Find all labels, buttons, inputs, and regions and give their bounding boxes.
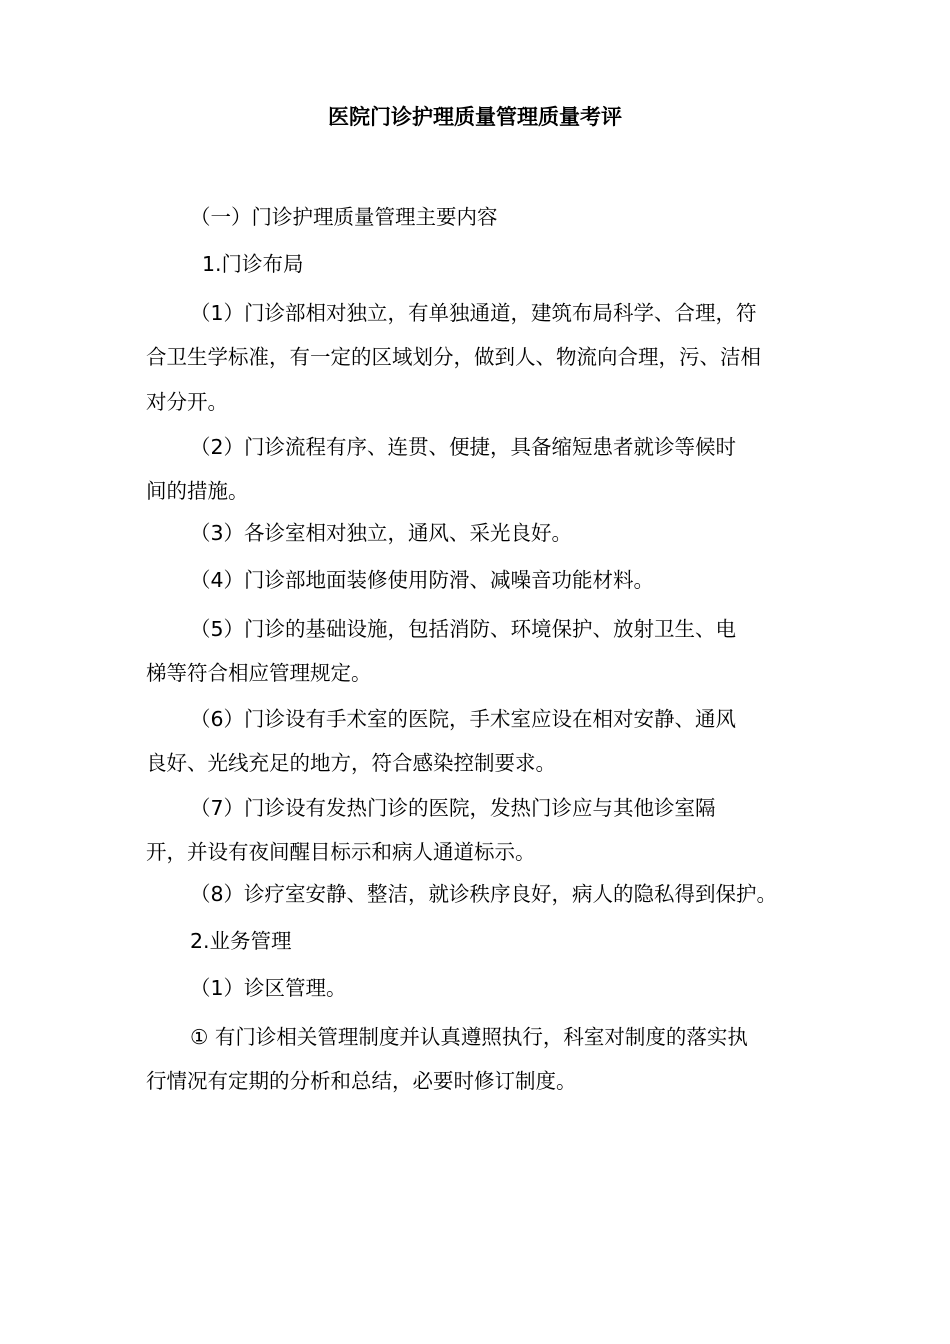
paragraph-line: 行情况有定期的分析和总结，必要时修订制度。: [146, 1069, 577, 1093]
paragraph-line: （3）各诊室相对独立，通风、采光良好。: [190, 521, 573, 545]
paragraph-line: （6）门诊设有手术室的医院，手术室应设在相对安静、通风: [190, 707, 737, 731]
paragraph-line: 间的措施。: [146, 479, 249, 503]
paragraph-line: （4）门诊部地面装修使用防滑、减噪音功能材料。: [190, 568, 655, 592]
subsection-heading: 2.业务管理: [190, 929, 292, 953]
paragraph-line: ① 有门诊相关管理制度并认真遵照执行，科室对制度的落实执: [190, 1025, 748, 1049]
paragraph-line: 合卫生学标准，有一定的区域划分，做到人、物流向合理，污、洁相: [146, 345, 761, 369]
paragraph-line: （8）诊疗室安静、整洁，就诊秩序良好，病人的隐私得到保护。: [190, 882, 778, 906]
paragraph-line: （2）门诊流程有序、连贯、便捷，具备缩短患者就诊等候时: [190, 435, 737, 459]
paragraph-line: 梯等符合相应管理规定。: [146, 661, 372, 685]
paragraph-line: （1）门诊部相对独立，有单独通道，建筑布局科学、合理，符: [190, 301, 757, 325]
paragraph-line: （5）门诊的基础设施，包括消防、环境保护、放射卫生、电: [190, 617, 737, 641]
subsection-heading: 1.门诊布局: [202, 252, 304, 276]
document-title: 医院门诊护理质量管理质量考评: [328, 105, 622, 129]
paragraph-line: （1）诊区管理。: [190, 976, 347, 1000]
paragraph-line: 良好、光线充足的地方，符合感染控制要求。: [146, 751, 556, 775]
section-heading: （一）门诊护理质量管理主要内容: [190, 205, 498, 229]
paragraph-line: （7）门诊设有发热门诊的医院，发热门诊应与其他诊室隔: [190, 796, 716, 820]
paragraph-line: 开，并设有夜间醒目标示和病人通道标示。: [146, 840, 536, 864]
paragraph-line: 对分开。: [146, 390, 228, 414]
